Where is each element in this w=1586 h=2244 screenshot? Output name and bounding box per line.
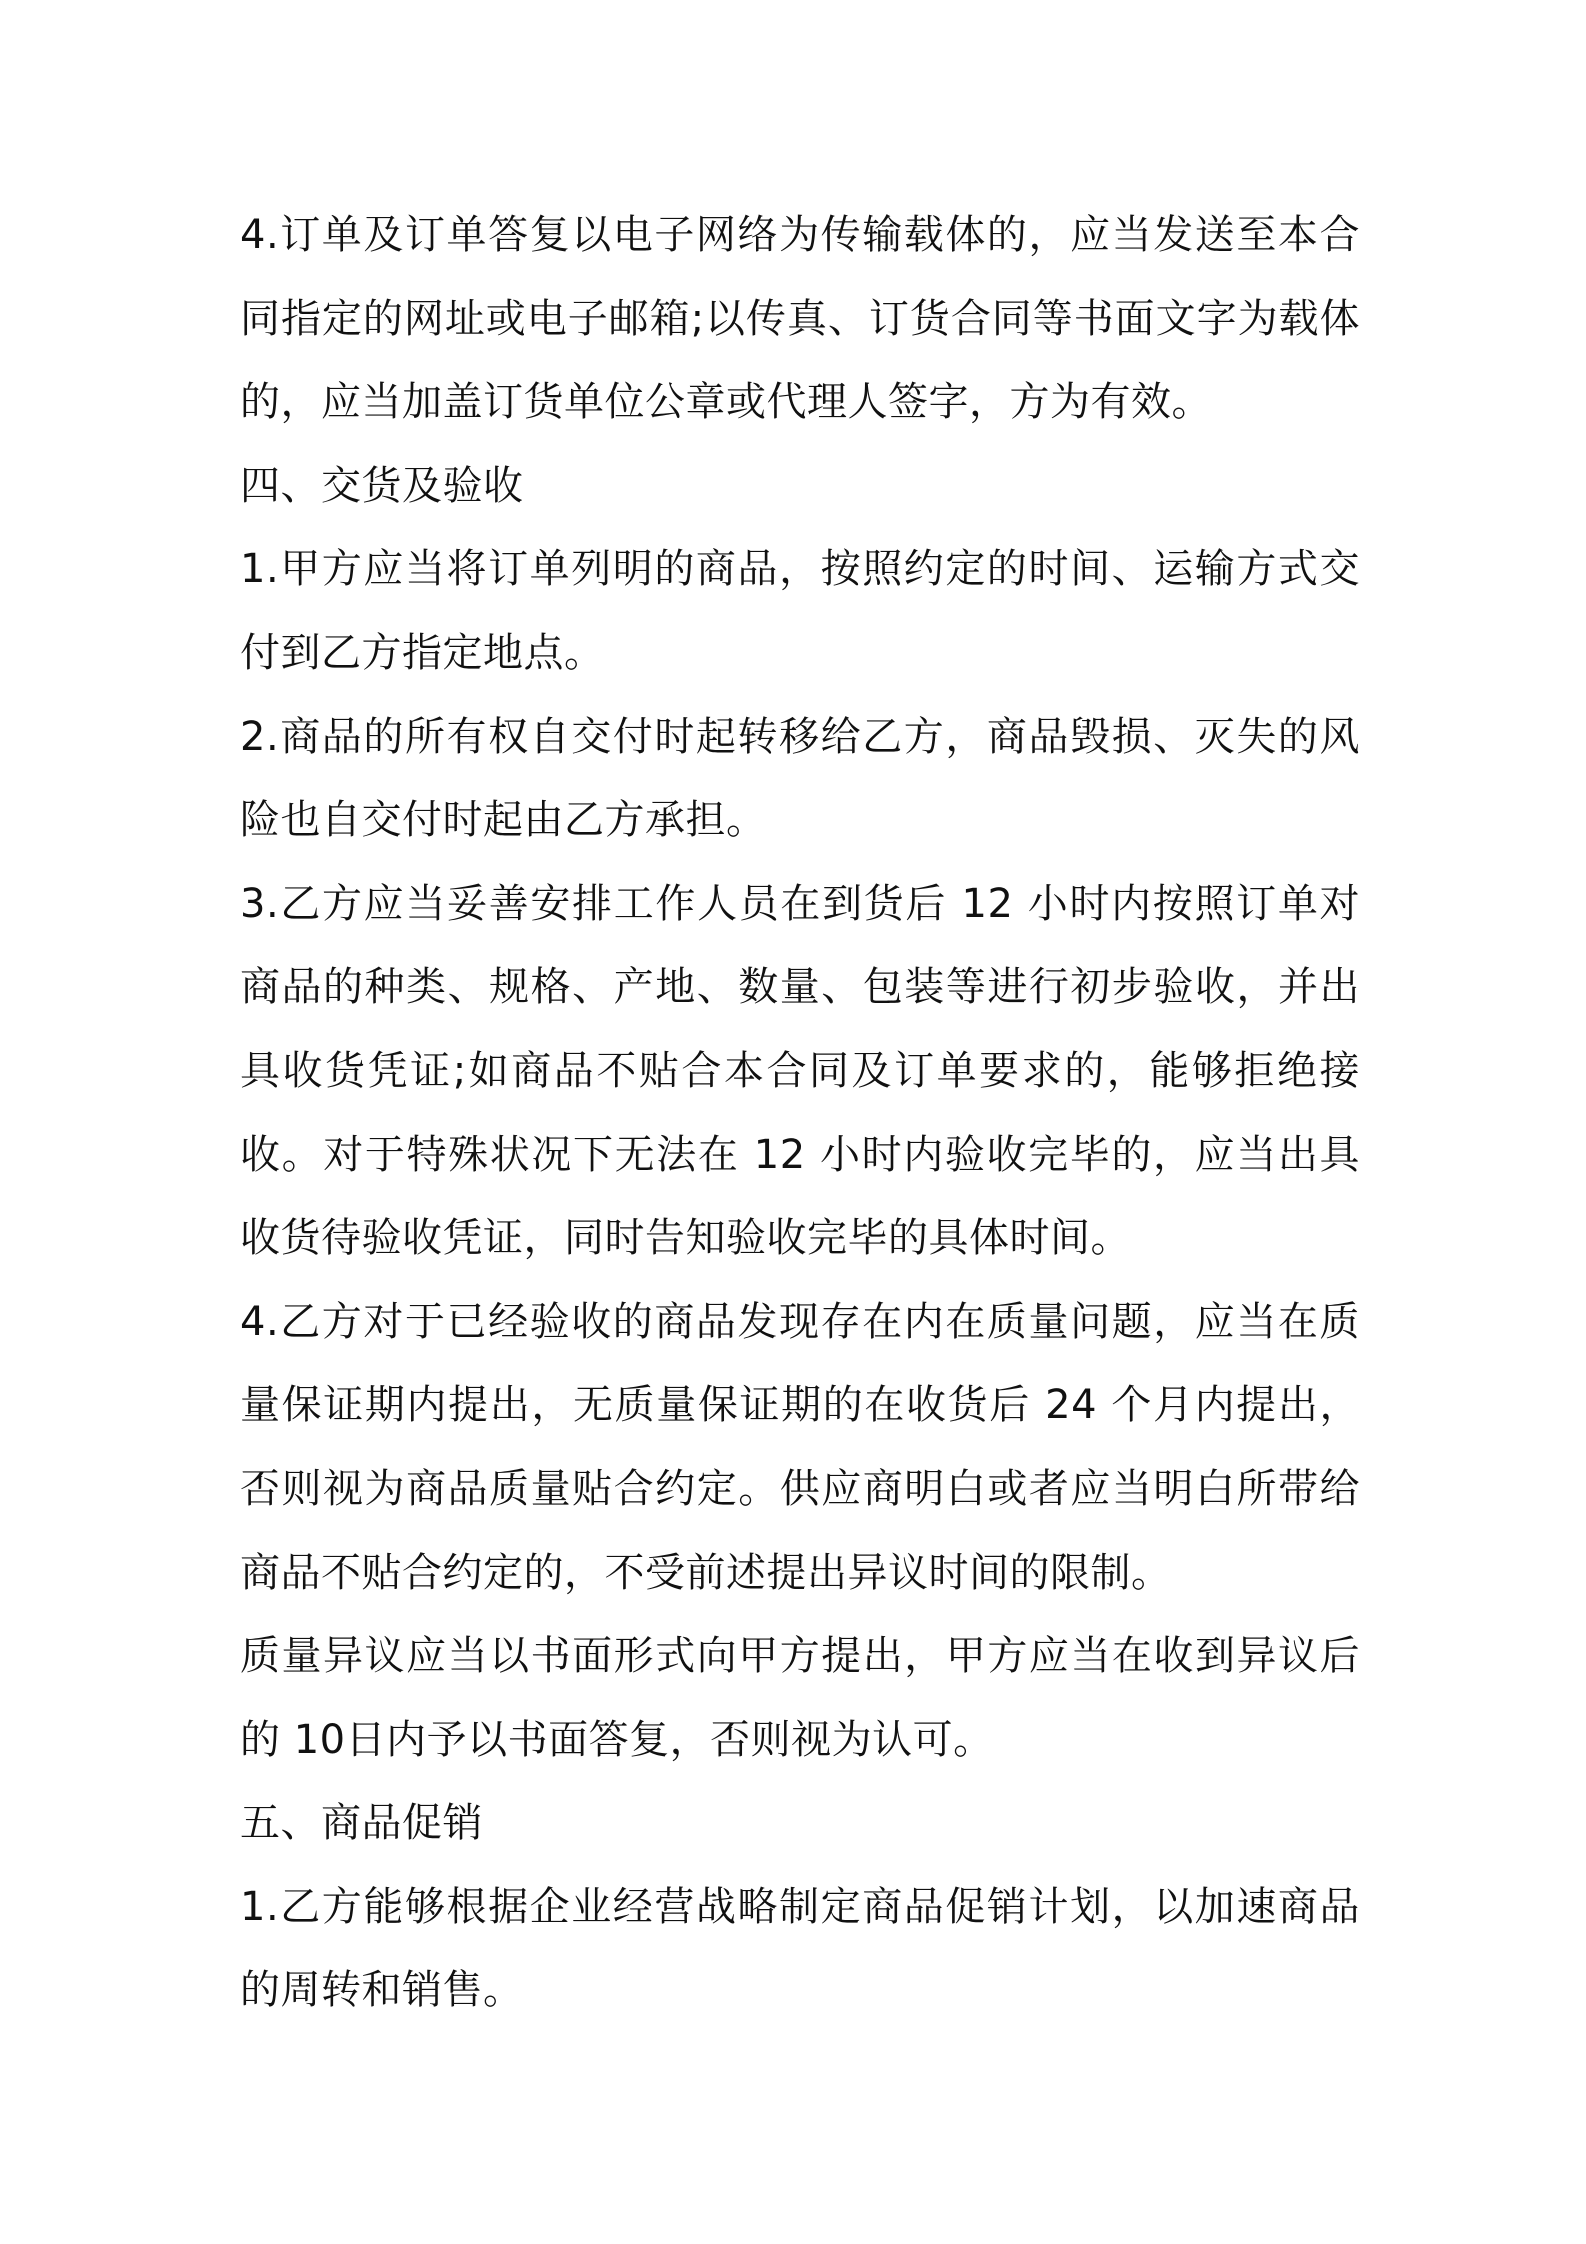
section-4-heading: 四、交货及验收: [240, 462, 524, 509]
section-5-heading: 五、商品促销: [240, 1800, 483, 1847]
clause-4-1-paragraph: 1.甲方应当将订单列明的商品，按照约定的时间、运输方式交付到乙方指定地点。: [240, 546, 1360, 676]
clause-4-4-paragraph: 4.乙方对于已经验收的商品发现存在内在质量问题，应当在质量保证期内提出，无质量保证期的在收货后 24 个月内提出，否则视为商品质量贴合约定。供应商明白或者应当明白所带给商品不贴合约定的，不受前述提出异议时间的限制。: [240, 1298, 1360, 1596]
clause-4-3-paragraph: 3.乙方应当妥善安排工作人员在到货后 12 小时内按照订单对商品的种类、规格、产地、数量、包装等进行初步验收，并出具收货凭证;如商品不贴合本合同及订单要求的，能够拒绝接收。对于特殊状况下无法在 12 小时内验收完毕的，应当出具收货待验收凭证，同时告知验收完毕的具体时间。: [240, 880, 1360, 1262]
document-body: [240, 194, 1360, 2033]
clause-5-1-paragraph: 1.乙方能够根据企业经营战略制定商品促销计划，以加速商品的周转和销售。: [240, 1883, 1360, 2014]
quality-objection-paragraph: 质量异议应当以书面形式向甲方提出，甲方应当在收到异议后的 10日内予以书面答复，否则视为认可。: [240, 1633, 1360, 1763]
clause-3-4-paragraph: 4.订单及订单答复以电子网络为传输载体的，应当发送至本合同指定的网址或电子邮箱;以传真、订货合同等书面文字为载体的，应当加盖订货单位公章或代理人签字，方为有效。: [240, 212, 1360, 426]
clause-4-2-paragraph: 2.商品的所有权自交付时起转移给乙方，商品毁损、灭失的风险也自交付时起由乙方承担。: [240, 713, 1360, 844]
